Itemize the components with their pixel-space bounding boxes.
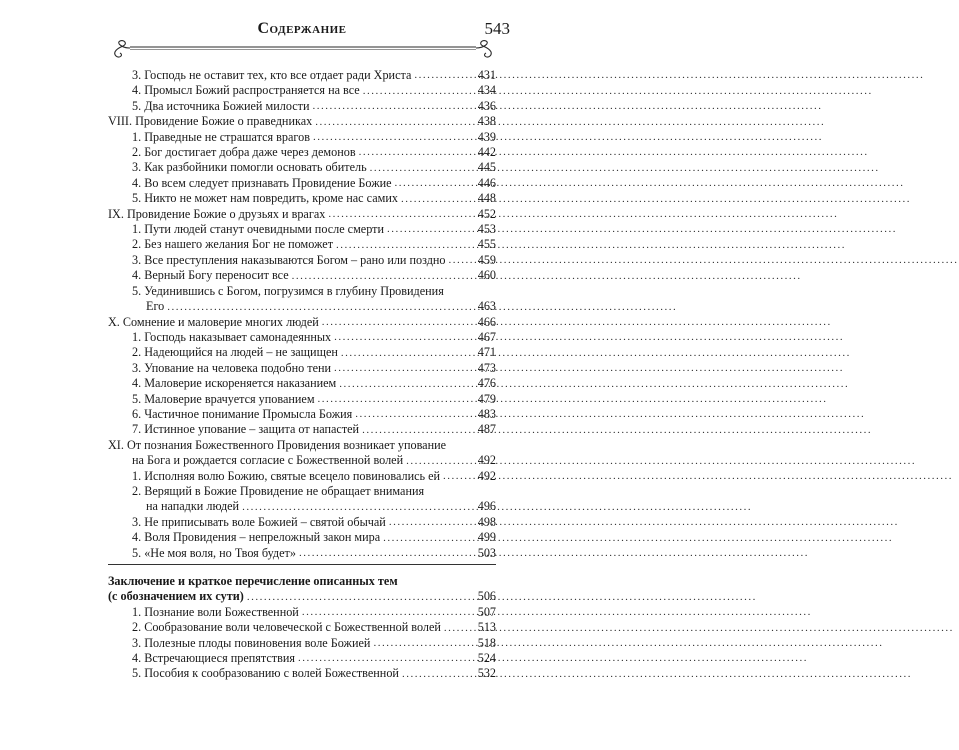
toc-entry-page: 442 — [477, 145, 496, 160]
toc-entry-title: 1. Господь наказывает самонадеянных — [132, 329, 332, 344]
dot-leader — [444, 621, 475, 636]
dot-leader — [322, 315, 475, 330]
toc-subentry — [108, 376, 496, 391]
toc-entry-title: 2. Сообразование воли человеческой с Божественной волей — [132, 620, 441, 635]
dot-leader — [449, 253, 475, 268]
dot-leader — [359, 145, 475, 160]
dot-leader — [334, 330, 475, 345]
toc-entry-page: 518 — [477, 635, 496, 650]
conclusion-item — [108, 651, 496, 666]
toc-entry-page: 513 — [477, 620, 496, 635]
toc-subentry — [108, 345, 496, 360]
toc-entry-title: 7. Истинное упование – защита от напастей — [132, 422, 360, 437]
dot-leader — [334, 361, 475, 376]
toc-entry-title: 5. Два источника Божией милости — [132, 98, 310, 113]
toc-entry-page: 453 — [477, 222, 496, 237]
toc-subentry — [108, 222, 496, 237]
toc-entry-title: 5. Маловерие врачуется упованием — [132, 391, 315, 406]
toc-entry-title: 5. «Не моя воля, но Твоя будет» — [132, 545, 296, 560]
toc-entry-page: 445 — [477, 160, 496, 175]
dot-leader — [443, 469, 475, 484]
toc-entry-title: 4. Промысл Божий распространяется на все — [132, 83, 360, 98]
toc-subentry — [108, 546, 496, 561]
toc-entry-title: 2. Бог достигает добра даже через демонов — [132, 145, 356, 160]
dot-leader — [315, 115, 475, 130]
decorative-scroll-divider-icon — [108, 40, 498, 60]
toc-subentry-continued — [108, 299, 496, 314]
toc-entry-title: 4. Маловерие искореняется наказанием — [132, 376, 337, 391]
toc-entry-title: 3. Полезные плоды повиновения воле Божией — [132, 635, 371, 650]
toc-entry-title: 3. Господь не оставит тех, кто все отдает ради Христа — [132, 68, 412, 82]
toc-entry-page: 496 — [477, 499, 496, 514]
dot-leader — [373, 636, 474, 651]
toc-entry-page: 473 — [477, 360, 496, 375]
conclusion-item — [108, 666, 496, 681]
toc-entry-page: 503 — [477, 545, 496, 560]
dot-leader — [395, 176, 475, 191]
toc-entry-page: 524 — [477, 651, 496, 666]
toc-entry-title: 1. Исполняя волю Божию, святые всецело повиновались ей — [132, 468, 441, 483]
conclusion-heading-continued — [108, 589, 496, 604]
toc-entry-title: 3. Не приписывать воле Божией – святой обычай — [132, 514, 386, 529]
toc-section — [108, 207, 496, 222]
toc-subentry — [108, 268, 496, 283]
dot-leader — [389, 515, 475, 530]
toc-entry-page: 434 — [477, 83, 496, 98]
dot-leader — [292, 269, 475, 284]
dot-leader — [328, 207, 474, 222]
toc-entry-title: VIII. Провидение Божие о праведниках — [108, 114, 313, 129]
dot-leader — [339, 377, 474, 392]
toc-entry-page: 439 — [477, 129, 496, 144]
dot-leader — [355, 407, 474, 422]
toc-entry-title: 3. Все преступления наказываются Богом – рано или поздно — [132, 252, 446, 267]
toc-subentry — [108, 392, 496, 407]
toc-subentry — [108, 515, 496, 530]
toc-section — [108, 114, 496, 129]
toc-entry-page: 498 — [477, 514, 496, 529]
toc-entry-page: 459 — [477, 252, 496, 267]
dot-leader — [313, 130, 475, 145]
toc-entry-page: 452 — [477, 206, 496, 221]
toc-entry-page: 471 — [477, 345, 496, 360]
dot-leader — [298, 651, 475, 666]
toc-entry-title: 6. Частичное понимание Промысла Божия — [132, 406, 353, 421]
toc-entry-title: 3. Упование на человека подобно тени — [132, 360, 332, 375]
dot-leader — [336, 238, 475, 253]
dot-leader — [247, 590, 475, 605]
toc-subentry — [108, 253, 496, 268]
toc-subentry — [108, 160, 496, 175]
toc-subentry — [108, 130, 496, 145]
toc-subentry — [108, 361, 496, 376]
toc-subentry — [108, 145, 496, 160]
toc-section — [108, 315, 496, 330]
toc-subentry — [108, 330, 496, 345]
toc-entry-title: на Бога и рождается согласие с Божественной волей — [132, 453, 404, 468]
dot-leader — [362, 423, 475, 438]
dot-leader — [302, 605, 475, 620]
toc-subentry — [108, 407, 496, 422]
toc-entry-title: 5. Уединившись с Богом, погрузимся в глубину Провидения — [132, 283, 444, 298]
toc-entry-page: 460 — [477, 268, 496, 283]
toc-entry-title: XI. От познания Божественного Провидения возникает упование — [108, 437, 447, 452]
dot-leader — [383, 531, 475, 546]
toc-entry-title: 3. Как разбойники помогли основать обитель — [132, 160, 367, 175]
dot-leader — [341, 346, 475, 361]
toc-entry-page: 463 — [477, 299, 496, 314]
toc-entry-page: 506 — [477, 589, 496, 604]
toc-subentry-continued — [108, 499, 496, 514]
toc-entry-title: (с обозначением их сути) — [108, 589, 244, 604]
toc-entry-page: 492 — [477, 468, 496, 483]
toc-subentry — [108, 469, 496, 484]
toc-entry-title: 4. Воля Провидения – непреложный закон мира — [132, 530, 381, 545]
toc-entry-title: 4. Верный Богу переносит все — [132, 268, 289, 283]
toc-entry-page: 466 — [477, 314, 496, 329]
toc-entry-title: Его — [146, 299, 165, 314]
dot-leader — [318, 392, 475, 407]
dot-leader — [402, 667, 475, 682]
toc-entry-page: 436 — [477, 98, 496, 113]
toc-entry-title: IX. Провидение Божие о друзьях и врагах — [108, 206, 326, 221]
toc-entry-title: Заключение и краткое перечисление описанных тем — [108, 574, 398, 588]
toc-entry-page: 499 — [477, 530, 496, 545]
toc-entry-page: 455 — [477, 237, 496, 252]
dot-leader — [387, 222, 475, 237]
toc-section — [108, 438, 496, 453]
toc-section-continued — [108, 453, 496, 468]
toc-entry-page: 476 — [477, 376, 496, 391]
toc-entry-page: 492 — [477, 453, 496, 468]
toc-entry-title: 2. Надеющийся на людей – не защищен — [132, 345, 338, 360]
toc-subentry — [108, 176, 496, 191]
toc-entry-page: 479 — [477, 391, 496, 406]
dot-leader — [312, 99, 474, 114]
toc-subentry — [108, 99, 496, 114]
toc-subentry — [108, 484, 496, 499]
toc-entry-page: 431 — [477, 68, 496, 82]
toc-entry-page: 532 — [477, 666, 496, 681]
toc-entry-page: 507 — [477, 604, 496, 619]
toc-entry-title: X. Сомнение и маловерие многих людей — [108, 314, 319, 329]
toc-subentry — [108, 237, 496, 252]
toc-entry-title: 5. Никто не может нам повредить, кроме нас самих — [132, 191, 398, 206]
dot-leader — [299, 546, 475, 561]
conclusion-item — [108, 636, 496, 651]
conclusion-heading — [108, 574, 496, 589]
conclusion-item — [108, 605, 496, 620]
dot-leader — [401, 192, 475, 207]
toc-entry-page: 483 — [477, 406, 496, 421]
conclusion-item — [108, 620, 496, 635]
toc-entry-page: 487 — [477, 422, 496, 437]
toc-entry-title: 4. Встречающиеся препятствия — [132, 651, 295, 666]
toc-entry-title: на нападки людей — [146, 499, 240, 514]
dot-leader — [363, 84, 475, 99]
toc-entry-page: 448 — [477, 191, 496, 206]
toc-entry-page: 467 — [477, 329, 496, 344]
toc-entry-title: 5. Пособия к сообразованию с волей Божественной — [132, 666, 399, 681]
toc-entry-title: 2. Верящий в Божие Провидение не обращает внимания — [132, 483, 425, 498]
toc-entry-title: 1. Познание воли Божественной — [132, 604, 299, 619]
toc-entry-title: 1. Пути людей станут очевидными после смерти — [132, 222, 384, 237]
section-rule — [108, 564, 496, 565]
toc-entry-title: 1. Праведные не страшатся врагов — [132, 129, 310, 144]
dot-leader — [414, 68, 474, 83]
page-number: 543 — [484, 19, 510, 38]
toc-entry-page: 446 — [477, 175, 496, 190]
toc-subentry — [108, 530, 496, 545]
toc-subentry — [108, 191, 496, 206]
toc-subentry — [108, 68, 496, 83]
toc-subentry — [108, 284, 496, 299]
dot-leader — [167, 300, 474, 315]
dot-leader — [242, 500, 475, 515]
toc-entry-title: 4. Во всем следует признавать Провидение Божие — [132, 175, 392, 190]
toc-entry-page: 438 — [477, 114, 496, 129]
table-of-contents — [108, 68, 496, 682]
toc-entry-title: 2. Без нашего желания Бог не поможет — [132, 237, 334, 252]
toc-subentry — [108, 83, 496, 98]
dot-leader — [370, 161, 475, 176]
section-title: Содержание — [257, 20, 347, 37]
toc-subentry — [108, 422, 496, 437]
dot-leader — [406, 454, 475, 469]
